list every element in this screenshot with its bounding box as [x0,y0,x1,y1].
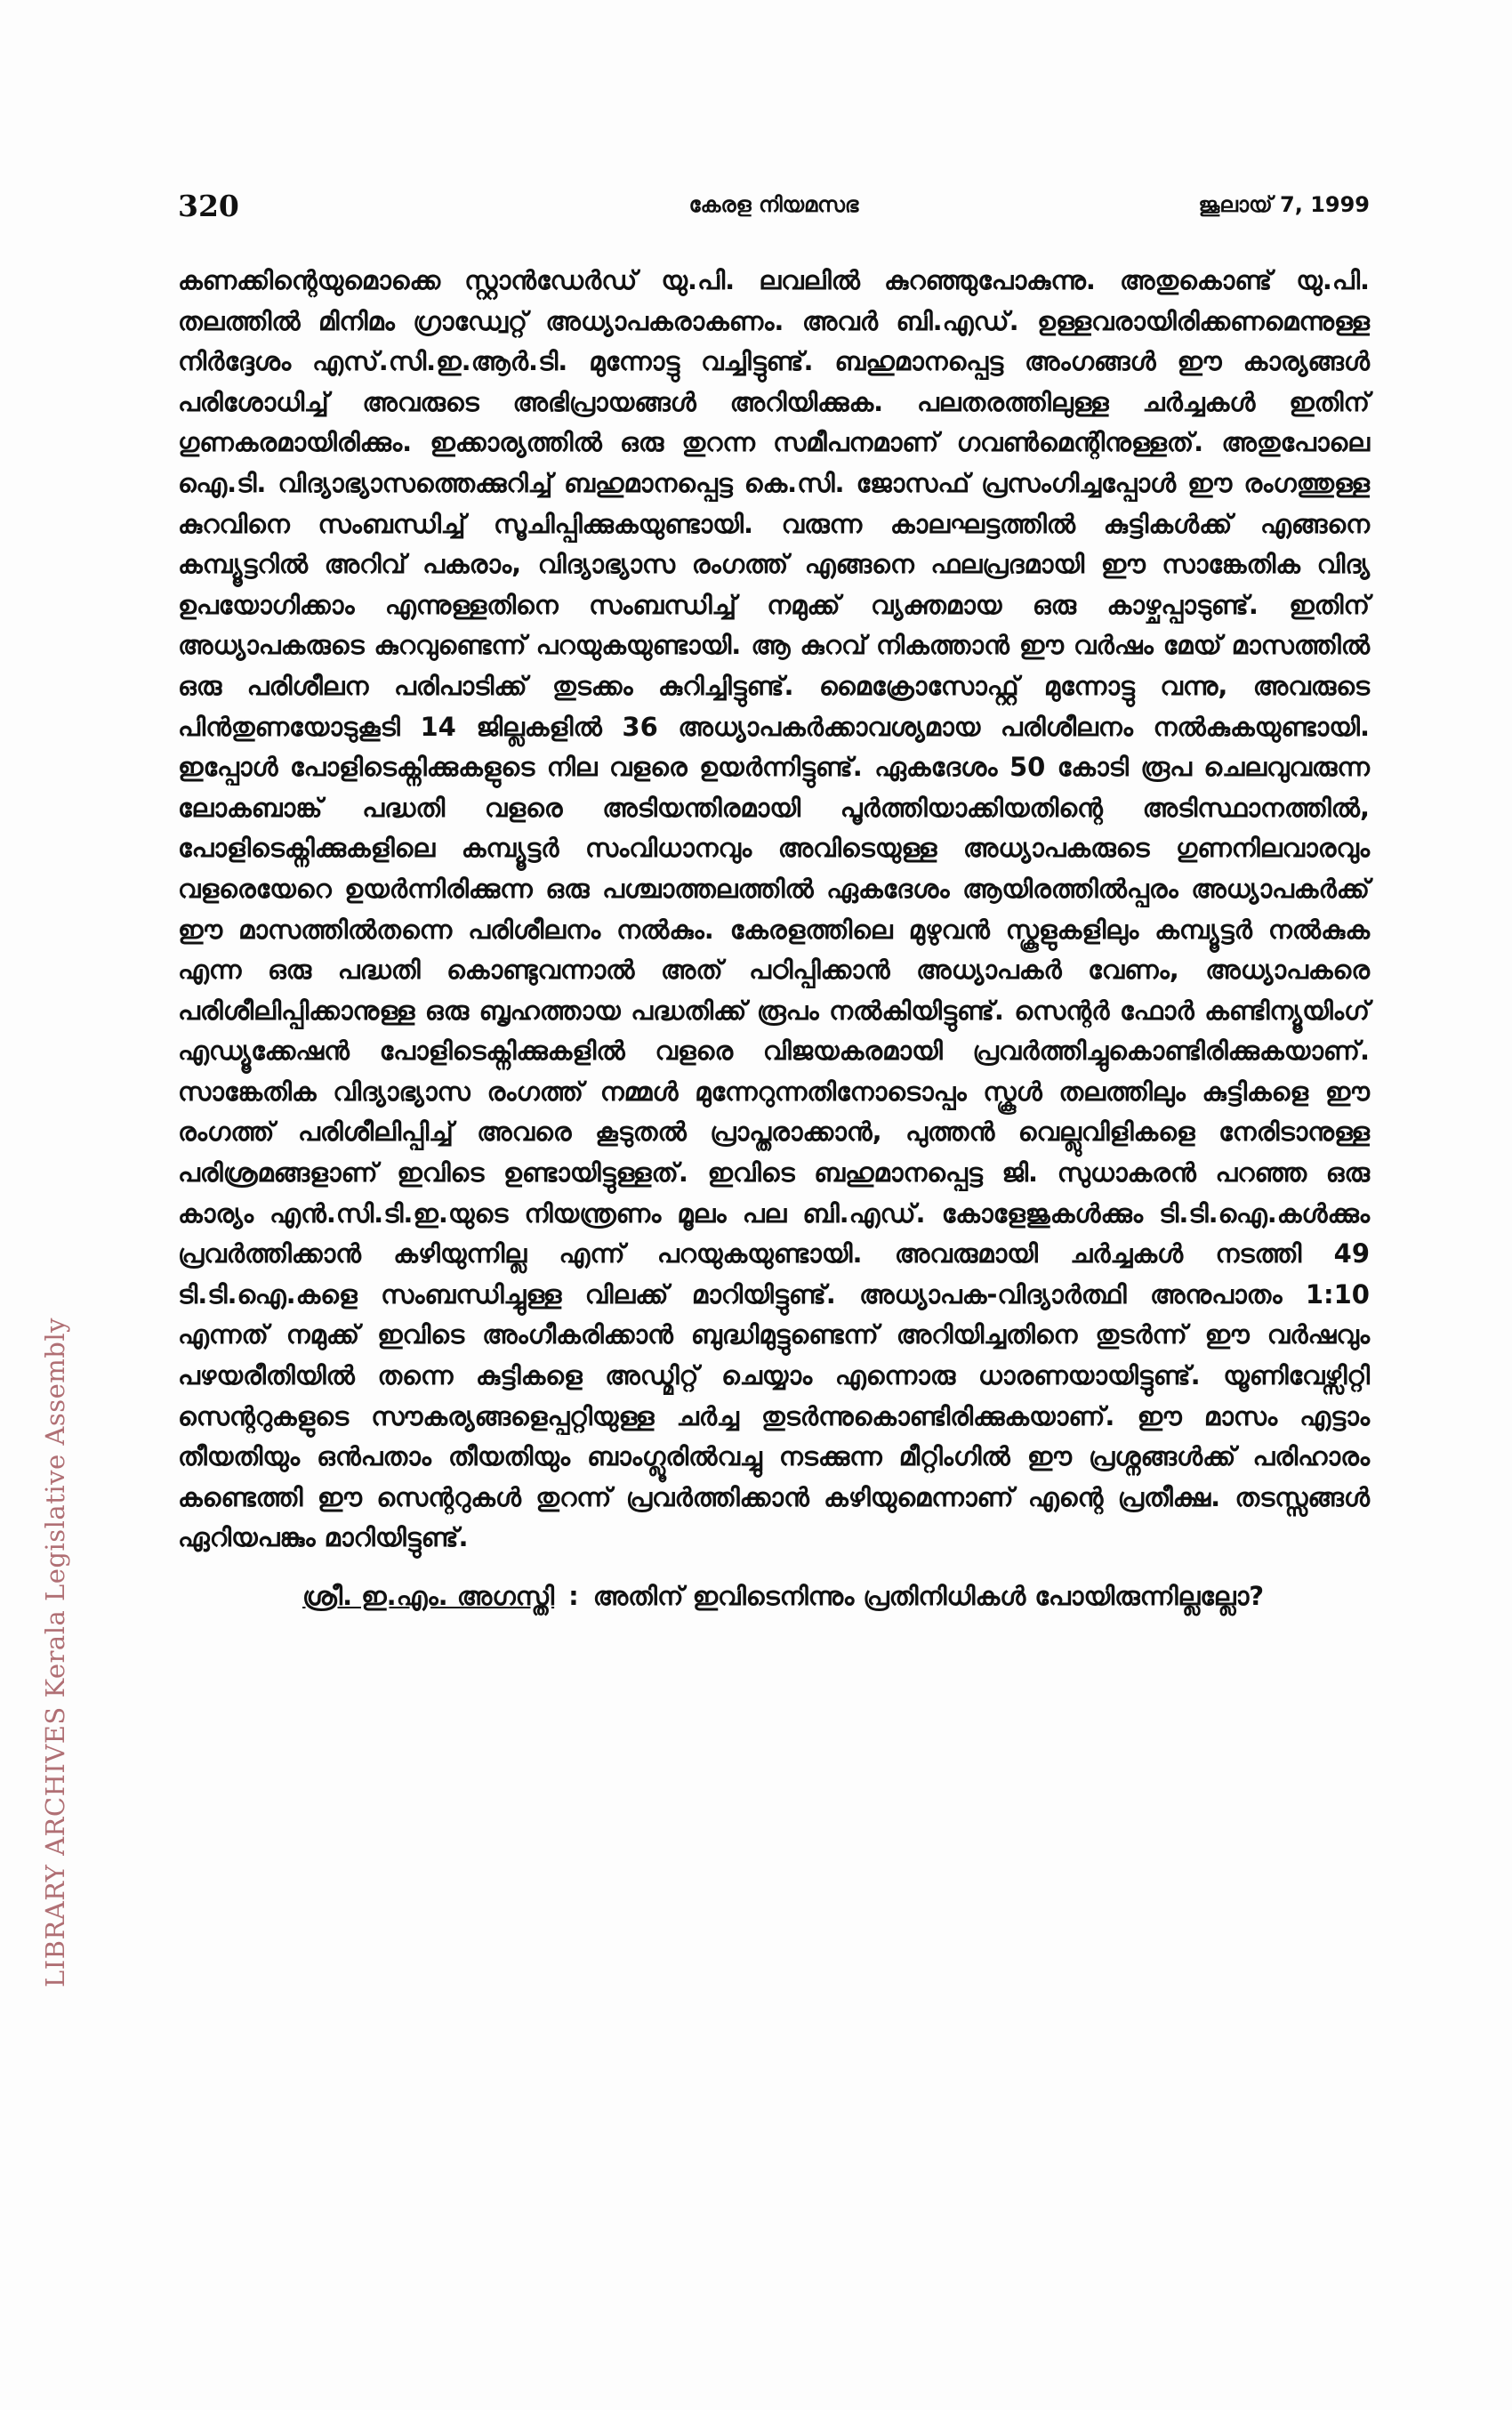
body-text [178,261,1370,1616]
page-header [178,189,1370,233]
header-date: ജൂലായ് 7, 1999 [1198,192,1370,217]
page-number: 320 [178,189,239,223]
speaker-colon: : [568,1581,579,1611]
speaker-name: ശ്രീ. ഇ.എം. അഗസ്തി [302,1581,555,1611]
main-paragraph: കണക്കിന്റെയുമൊക്കെ സ്റ്റാൻഡേർഡ് യു.പി. ലവലിൽ കുറഞ്ഞുപോകുന്നു. അതുകൊണ്ട് യു.പി. തലത്തിൽ മിനിമം ഗ്രാഡ്വേറ്റ് അധ്യാപകരാകണം. അവർ ബി.എഡ്. ഉള്ളവരായിരിക്കണമെന്നുള്ള നിർദ്ദേശം എസ്.സി.ഇ.ആർ.ടി. മുന്നോട്ടു വച്ചിട്ടുണ്ട്. ബഹുമാനപ്പെട്ട അംഗങ്ങൾ ഈ കാര്യങ്ങൾ പരിശോധിച്ച് അവരുടെ അഭിപ്രായങ്ങൾ അറിയിക്കുക. പലതരത്തിലുള്ള ചർച്ചകൾ ഇതിന് ഗുണകരമായിരിക്കും. ഇക്കാര്യത്തിൽ ഒരു തുറന്ന സമീപനമാണ് ഗവൺമെന്റിനുള്ളത്. അതുപോലെ ഐ.ടി. വിദ്യാഭ്യാസത്തെക്കുറിച്ച് ബഹുമാനപ്പെട്ട കെ.സി. ജോസഫ് പ്രസംഗിച്ചപ്പോൾ ഈ രംഗത്തുള്ള കുറവിനെ സംബന്ധിച്ച് സൂചിപ്പിക്കുകയുണ്ടായി. വരുന്ന കാലഘട്ടത്തിൽ കുട്ടികൾക്ക് എങ്ങനെ കമ്പ്യൂട്ടറിൽ അറിവ് പകരാം, വിദ്യാഭ്യാസ രംഗത്ത് എങ്ങനെ ഫലപ്രദമായി ഈ സാങ്കേതിക വിദ്യ ഉപയോഗിക്കാം എന്നുള്ളതിനെ സംബന്ധിച്ച് നമുക്ക് വ്യക്തമായ ഒരു കാഴ്ചപ്പാടുണ്ട്. ഇതിന് അധ്യാപകരുടെ കുറവുണ്ടെന്ന് പറയുകയുണ്ടായി. ആ കുറവ് നികത്താൻ ഈ വർഷം മേയ് മാസത്തിൽ ഒരു പരിശീലന പരിപാടിക്ക് തുടക്കം കുറിച്ചിട്ടുണ്ട്. മൈക്രോസോഫ്റ്റ് മുന്നോട്ടു വന്നു, അവരുടെ പിൻതുണയോടുകൂടി 14 ജില്ലകളിൽ 36 അധ്യാപകർക്കാവശ്യമായ പരിശീലനം നൽകുകയുണ്ടായി. ഇപ്പോൾ പോളിടെക്നിക്കുകളുടെ നില വളരെ ഉയർന്നിട്ടുണ്ട്. ഏകദേശം 50 കോടി രൂപ ചെലവുവരുന്ന ലോകബാങ്ക് പദ്ധതി വളരെ അടിയന്തിരമായി പൂർത്തിയാക്കിയതിന്റെ അടിസ്ഥാനത്തിൽ, പോളിടെക്നിക്കുകളിലെ കമ്പ്യൂട്ടർ സംവിധാനവും അവിടെയുള്ള അധ്യാപകരുടെ ഗുണനിലവാരവും വളരെയേറെ ഉയർന്നിരിക്കുന്ന ഒരു പശ്ചാത്തലത്തിൽ ഏകദേശം ആയിരത്തിൽപ്പരം അധ്യാപകർക്ക് ഈ മാസത്തിൽതന്നെ പരിശീലനം നൽകും. കേരളത്തിലെ മുഴുവൻ സ്കൂളുകളിലും കമ്പ്യൂട്ടർ നൽകുക എന്ന ഒരു പദ്ധതി കൊണ്ടുവന്നാൽ അത് പഠിപ്പിക്കാൻ അധ്യാപകർ വേണം, അധ്യാപകരെ പരിശീലിപ്പിക്കാനുള്ള ഒരു ബൃഹത്തായ പദ്ധതിക്ക് രൂപം നൽകിയിട്ടുണ്ട്. സെന്റർ ഫോർ കണ്ടിന്യൂയിംഗ് എഡ്യൂക്കേഷൻ പോളിടെക്നിക്കുകളിൽ വളരെ വിജയകരമായി പ്രവർത്തിച്ചുകൊണ്ടിരിക്കുകയാണ്. സാങ്കേതിക വിദ്യാഭ്യാസ രംഗത്ത് നമ്മൾ മുന്നേറുന്നതിനോടൊപ്പം സ്കൂൾ തലത്തിലും കുട്ടികളെ ഈ രംഗത്ത് പരിശീലിപ്പിച്ച് അവരെ കൂടുതൽ പ്രാപ്തരാക്കാൻ, പുത്തൻ വെല്ലുവിളികളെ നേരിടാനുള്ള പരിശ്രമങ്ങളാണ് ഇവിടെ ഉണ്ടായിട്ടുള്ളത്. ഇവിടെ ബഹുമാനപ്പെട്ട ജി. സുധാകരൻ പറഞ്ഞ ഒരു കാര്യം എൻ.സി.ടി.ഇ.യുടെ നിയന്ത്രണം മൂലം പല ബി.എഡ്. കോളേജുകൾക്കും ടി.ടി.ഐ.കൾക്കും പ്രവർത്തിക്കാൻ കഴിയുന്നില്ല എന്ന് പറയുകയുണ്ടായി. അവരുമായി ചർച്ചകൾ നടത്തി 49 ടി.ടി.ഐ.കളെ സംബന്ധിച്ചുള്ള വിലക്ക് മാറിയിട്ടുണ്ട്. അധ്യാപക-വിദ്യാർത്ഥി അനുപാതം 1:10 എന്നത് നമുക്ക് ഇവിടെ അംഗീകരിക്കാൻ ബുദ്ധിമുട്ടുണ്ടെന്ന് അറിയിച്ചതിനെ തുടർന്ന് ഈ വർഷവും പഴയരീതിയിൽ തന്നെ കുട്ടികളെ അഡ്മിറ്റ് ചെയ്യാം എന്നൊരു ധാരണയായിട്ടുണ്ട്. യൂണിവേഴ്സിറ്റി സെന്ററുകളുടെ സൗകര്യങ്ങളെപ്പറ്റിയുള്ള ചർച്ച തുടർന്നുകൊണ്ടിരിക്കുകയാണ്. ഈ മാസം എട്ടാം തീയതിയും ഒൻപതാം തീയതിയും ബാംഗ്ലൂരിൽവച്ചു നടക്കുന്ന മീറ്റിംഗിൽ ഈ പ്രശ്നങ്ങൾക്ക് പരിഹാരം കണ്ടെത്തി ഈ സെന്ററുകൾ തുറന്ന് പ്രവർത്തിക്കാൻ കഴിയുമെന്നാണ് എന്റെ പ്രതീക്ഷ. തടസ്സങ്ങൾ ഏറിയപങ്കും മാറിയിട്ടുണ്ട്. [178,265,1370,1553]
archive-watermark: LIBRARY ARCHIVES Kerala Legislative Assembly [40,1318,70,1987]
speech-paragraph [178,1576,1370,1616]
running-title: കേരള നിയമസഭ [688,192,859,217]
speech-text: അതിന് ഇവിടെനിന്നും പ്രതിനിധികൾ പോയിരുന്നില്ലല്ലോ? [592,1581,1265,1611]
